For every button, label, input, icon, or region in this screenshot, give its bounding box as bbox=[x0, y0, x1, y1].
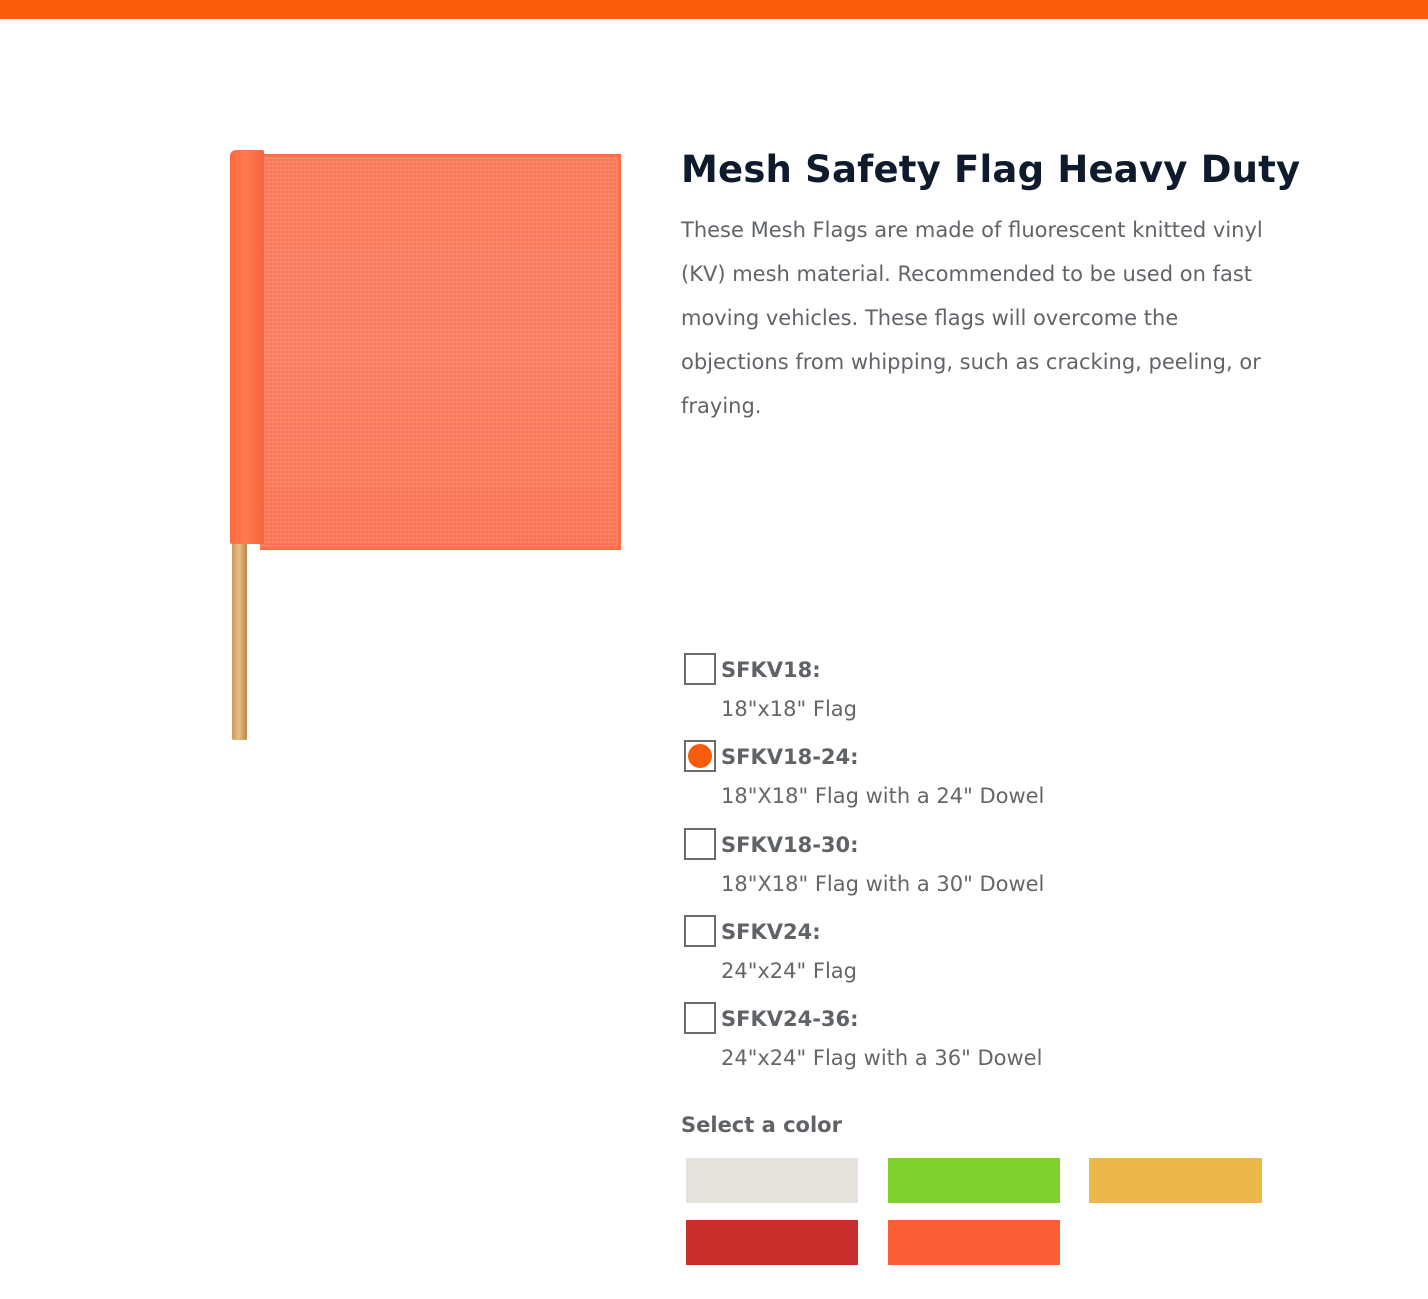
option-list bbox=[683, 652, 1243, 1088]
option-checkbox[interactable] bbox=[684, 1002, 716, 1034]
color-section-label: Select a color bbox=[681, 1113, 842, 1137]
product-details bbox=[681, 140, 1301, 428]
option-item[interactable] bbox=[683, 739, 1243, 826]
option-description: 24"x24" Flag with a 36" Dowel bbox=[721, 1046, 1043, 1071]
product-title: Mesh Safety Flag Heavy Duty bbox=[681, 148, 1301, 191]
color-swatch-red[interactable] bbox=[686, 1220, 858, 1265]
product-description: These Mesh Flags are made of fluorescent knitted vinyl (KV) mesh material. Recommended to be used on fast moving vehicles. These flags will overcome the objections from whipping, such as cracking, peeling, or fraying. bbox=[681, 218, 1263, 418]
option-code: SFKV24-36: bbox=[721, 1007, 859, 1032]
option-checkbox[interactable] bbox=[684, 828, 716, 860]
option-item[interactable] bbox=[683, 1001, 1243, 1088]
selected-indicator-icon bbox=[688, 744, 712, 768]
color-swatch-white[interactable] bbox=[686, 1158, 858, 1203]
option-item[interactable] bbox=[683, 914, 1243, 1001]
option-code: SFKV18-30: bbox=[721, 832, 859, 857]
option-code: SFKV18: bbox=[721, 658, 821, 682]
option-checkbox[interactable] bbox=[684, 915, 716, 947]
flag-dowel bbox=[232, 542, 247, 740]
color-swatch-green[interactable] bbox=[888, 1158, 1060, 1203]
flag-cloth bbox=[260, 154, 621, 550]
option-code: SFKV24: bbox=[721, 919, 821, 944]
option-description: 24"x24" Flag bbox=[721, 958, 857, 983]
option-description: 18"X18" Flag with a 30" Dowel bbox=[721, 871, 1045, 896]
color-swatch-orange[interactable] bbox=[888, 1220, 1060, 1265]
product-image bbox=[226, 148, 622, 742]
option-code: SFKV18-24: bbox=[721, 745, 859, 770]
top-accent-bar bbox=[0, 0, 1428, 19]
flag-sleeve bbox=[230, 150, 264, 544]
option-checkbox[interactable] bbox=[684, 653, 716, 685]
color-swatch-yellow[interactable] bbox=[1089, 1158, 1262, 1203]
option-checkbox[interactable] bbox=[684, 740, 716, 772]
option-description: 18"X18" Flag with a 24" Dowel bbox=[721, 784, 1045, 809]
option-item[interactable] bbox=[683, 652, 1243, 739]
option-item[interactable] bbox=[683, 827, 1243, 914]
option-description: 18"x18" Flag bbox=[721, 697, 857, 721]
